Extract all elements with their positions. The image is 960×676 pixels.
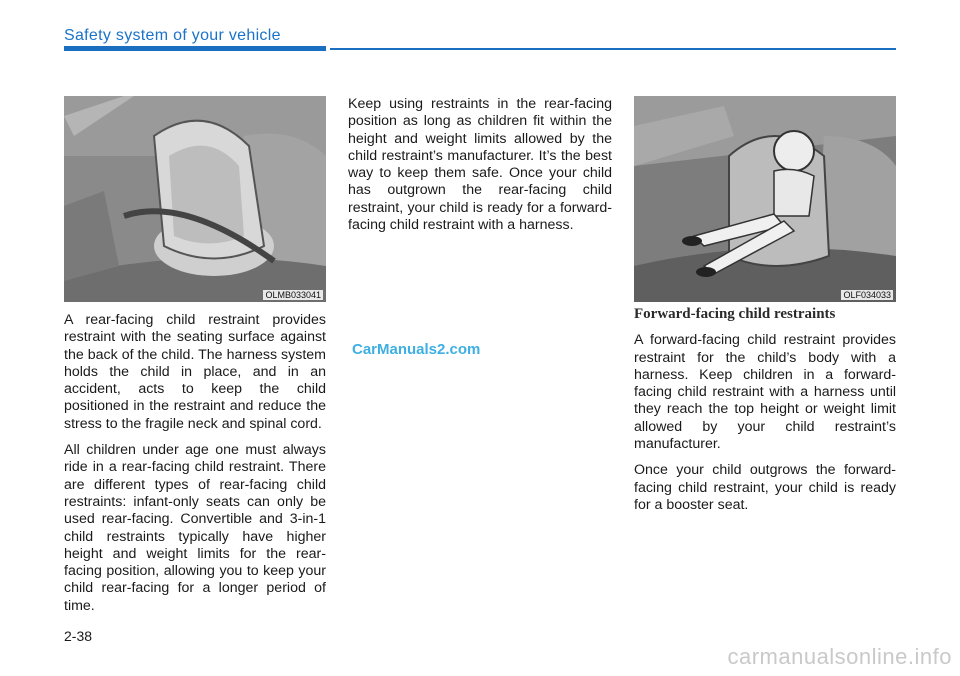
site-watermark: carmanualsonline.info: [727, 644, 952, 669]
figure-code: OLMB033041: [265, 290, 321, 300]
left-column: [64, 312, 326, 624]
figure-code: OLF034033: [843, 290, 891, 300]
subheading: Forward-facing child restraints: [634, 306, 836, 322]
header-rule-thin: [330, 48, 896, 50]
figure-rear-facing-seat: [64, 96, 326, 302]
figure-forward-facing-seat: [634, 96, 896, 302]
rear-facing-seat-illustration: [64, 96, 326, 302]
body-paragraph: A forward-facing child restraint provides restraint for the child’s body with a harness. Keep children in a forward-facing child restraint with a harness until they reach the top height or weight limit allowed by your child restraint’s manufacturer.: [634, 332, 896, 453]
body-paragraph: Once your child outgrows the forward-facing child restraint, your child is ready for a booster seat.: [634, 462, 896, 513]
header-rule-thick: [64, 46, 326, 51]
right-column: [634, 306, 896, 523]
middle-column: [348, 96, 612, 243]
page-number: 2-38: [64, 628, 93, 644]
body-paragraph: All children under age one must always ride in a rear-facing child restraint. There are different types of rear-facing child restraints: infant-only seats can only be used rear-facing. Convertible and 3-in-1 child restraints typically have higher height and weight limits for the rear-facing position, allowing you to keep your child rear-facing for a longer period of time.: [64, 442, 326, 614]
body-paragraph: Keep using restraints in the rear-facing position as long as children fit within the height and weight limits allowed by the child restraint’s manufacturer. It’s the best way to keep them safe. Once your child has outgrown the rear-facing child restraint, your child is ready for a forward-facing child restraint with a harness.: [348, 96, 612, 234]
section-title: Safety system of your vehicle: [64, 27, 281, 44]
watermark-link[interactable]: CarManuals2.com: [352, 341, 481, 358]
forward-facing-seat-illustration: [634, 96, 896, 302]
body-paragraph: A rear-facing child restraint provides restraint with the seating surface against the back of the child. The harness system holds the child in place, and in an accident, acts to keep the child positioned in the restraint and reduce the stress to the fragile neck and spinal cord.: [64, 312, 326, 432]
